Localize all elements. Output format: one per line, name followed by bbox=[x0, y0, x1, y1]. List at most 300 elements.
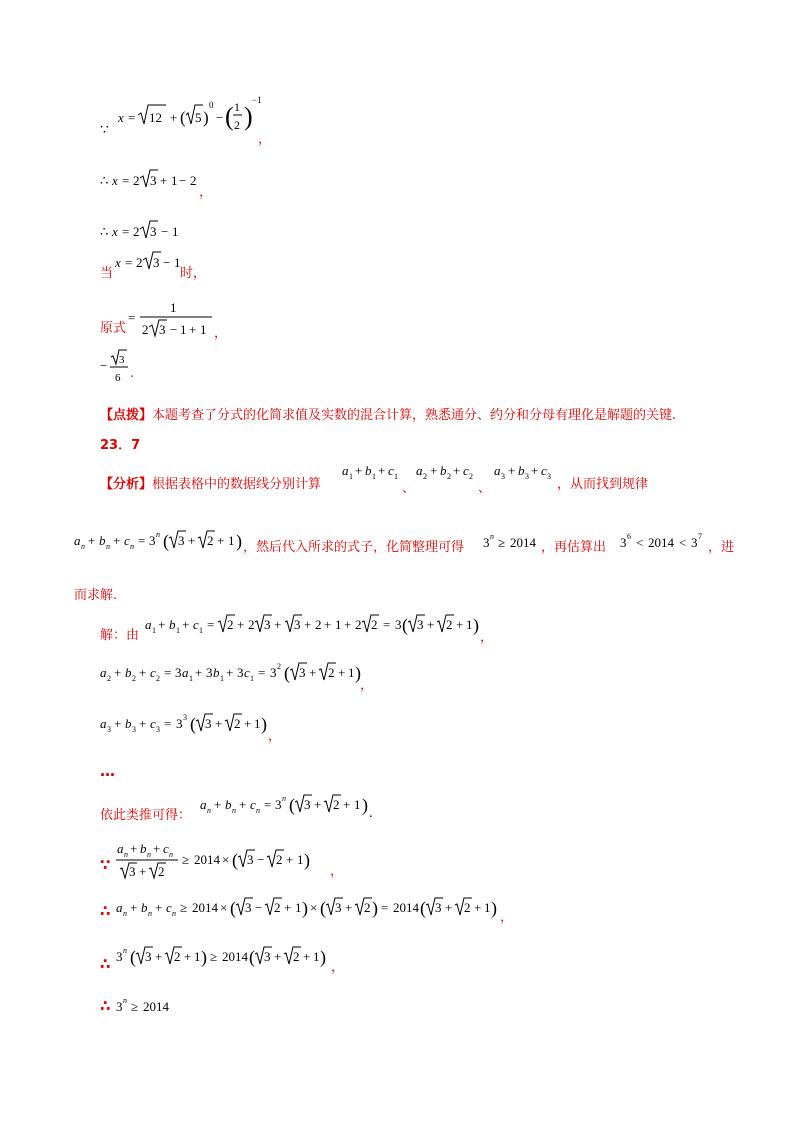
svg-text:1: 1 bbox=[220, 674, 224, 683]
svg-text:b: b bbox=[99, 533, 106, 548]
svg-text:(: ( bbox=[230, 898, 236, 918]
comma: ， bbox=[480, 630, 494, 645]
svg-text:n: n bbox=[123, 909, 127, 918]
svg-text:+: + bbox=[324, 617, 332, 632]
svg-text:1: 1 bbox=[394, 472, 398, 481]
fenxi-text-3: ，然后代入所求的式子，化简整理可得 bbox=[243, 540, 465, 555]
svg-text:=: = bbox=[164, 716, 172, 731]
svg-text:2: 2 bbox=[315, 617, 322, 632]
svg-text:+: + bbox=[88, 533, 96, 548]
svg-text:x: x bbox=[112, 173, 118, 188]
svg-text:c: c bbox=[463, 463, 469, 478]
svg-text:b: b bbox=[141, 900, 148, 915]
svg-text:+: + bbox=[130, 841, 138, 856]
svg-text:): ) bbox=[362, 795, 368, 815]
svg-text:+: + bbox=[531, 463, 539, 478]
svg-text:−: − bbox=[179, 173, 187, 188]
svg-text:): ) bbox=[355, 663, 361, 683]
svg-text:x: x bbox=[112, 224, 118, 239]
svg-text:+: + bbox=[427, 617, 435, 632]
svg-text:b: b bbox=[225, 797, 232, 812]
svg-text:3: 3 bbox=[116, 949, 123, 964]
svg-text:3: 3 bbox=[178, 533, 185, 548]
svg-text:): ) bbox=[372, 898, 378, 918]
svg-text:+: + bbox=[139, 864, 147, 879]
svg-text:+: + bbox=[237, 617, 245, 632]
dang-label: 当 bbox=[100, 266, 114, 281]
eq-sum2-expansion bbox=[100, 660, 365, 688]
svg-text:=: = bbox=[383, 617, 391, 632]
dun-sep: 、 bbox=[478, 481, 492, 496]
comma: ， bbox=[258, 132, 272, 147]
svg-text:3: 3 bbox=[205, 716, 212, 731]
svg-text:1: 1 bbox=[484, 900, 491, 915]
svg-text:2: 2 bbox=[447, 472, 451, 481]
svg-text:=: = bbox=[138, 533, 146, 548]
svg-text:+: + bbox=[274, 617, 282, 632]
svg-text:+: + bbox=[274, 949, 282, 964]
svg-text:2: 2 bbox=[333, 797, 340, 812]
svg-text:2: 2 bbox=[136, 255, 143, 270]
fenxi-text-4: ，再估算出 bbox=[541, 540, 607, 555]
svg-text:≥: ≥ bbox=[182, 852, 190, 867]
svg-text:3: 3 bbox=[483, 535, 490, 550]
svg-text:3: 3 bbox=[247, 852, 254, 867]
svg-text:3: 3 bbox=[501, 472, 505, 481]
svg-text:≥: ≥ bbox=[210, 949, 218, 964]
svg-text:∴: ∴ bbox=[100, 224, 109, 239]
svg-text:n: n bbox=[124, 850, 128, 859]
svg-text:b: b bbox=[440, 463, 447, 478]
comma: ， bbox=[330, 864, 344, 879]
svg-text:+: + bbox=[153, 841, 161, 856]
svg-text:n: n bbox=[256, 806, 260, 815]
eq-final-value bbox=[100, 348, 130, 388]
svg-text:n: n bbox=[123, 946, 127, 955]
fenxi-label: 【分析】 bbox=[100, 477, 153, 492]
comma: ， bbox=[268, 729, 282, 744]
svg-text:n: n bbox=[147, 850, 151, 859]
svg-text:12: 12 bbox=[149, 110, 162, 125]
svg-text:1: 1 bbox=[250, 674, 254, 683]
svg-text:2: 2 bbox=[158, 864, 165, 879]
svg-text:×: × bbox=[220, 900, 228, 915]
fenxi-text-1: 根据表格中的数据线分别计算 bbox=[152, 477, 322, 492]
svg-text:−: − bbox=[255, 900, 263, 915]
svg-text:b: b bbox=[140, 841, 147, 856]
svg-text:+: + bbox=[130, 900, 138, 915]
dun-sep: 、 bbox=[402, 481, 416, 496]
svg-text:+: + bbox=[114, 716, 122, 731]
svg-text:1: 1 bbox=[176, 626, 180, 635]
eq-x-substitute bbox=[115, 250, 185, 274]
svg-text:3: 3 bbox=[525, 472, 529, 481]
eq-sum-1 bbox=[342, 460, 404, 484]
svg-text:): ) bbox=[236, 531, 242, 551]
svg-text:3: 3 bbox=[435, 900, 442, 915]
svg-text:2: 2 bbox=[156, 674, 160, 683]
svg-text:2014: 2014 bbox=[648, 535, 674, 550]
svg-text:3: 3 bbox=[264, 949, 271, 964]
svg-text:∴: ∴ bbox=[100, 173, 109, 188]
eq-product-inequality bbox=[116, 895, 501, 923]
svg-text:c: c bbox=[124, 533, 130, 548]
svg-text:2: 2 bbox=[133, 173, 140, 188]
eq-sum-3 bbox=[494, 460, 558, 484]
svg-text:+: + bbox=[309, 665, 317, 680]
svg-text:c: c bbox=[244, 665, 250, 680]
svg-text:+: + bbox=[508, 463, 516, 478]
period: . bbox=[130, 366, 135, 381]
svg-text:1: 1 bbox=[194, 949, 201, 964]
svg-text:6: 6 bbox=[627, 532, 631, 541]
svg-text:2: 2 bbox=[293, 949, 300, 964]
svg-text:n: n bbox=[81, 542, 85, 551]
yici-label: 依此类推可得： bbox=[100, 808, 192, 823]
svg-text:−: − bbox=[257, 852, 265, 867]
svg-text:2: 2 bbox=[355, 617, 362, 632]
svg-text:2: 2 bbox=[423, 472, 427, 481]
svg-text:): ) bbox=[304, 850, 310, 870]
svg-text:+: + bbox=[195, 665, 203, 680]
svg-text:+: + bbox=[217, 533, 225, 548]
svg-text:2: 2 bbox=[174, 949, 181, 964]
therefore-symbol: ∴ bbox=[100, 997, 111, 1015]
svg-text:1: 1 bbox=[228, 533, 235, 548]
svg-text:2014: 2014 bbox=[510, 535, 536, 550]
svg-text:2: 2 bbox=[248, 617, 255, 632]
eq-x-definition bbox=[100, 92, 270, 142]
svg-text:): ) bbox=[201, 947, 207, 967]
dianbo-body: 本题考查了分式的化简求值及实数的混合计算，熟悉通分、约分和分母有理化是解题的关键. bbox=[152, 408, 677, 423]
svg-text:2: 2 bbox=[469, 472, 473, 481]
svg-text:=: = bbox=[128, 310, 136, 325]
svg-text:1: 1 bbox=[234, 100, 240, 114]
svg-text:+: + bbox=[304, 617, 312, 632]
svg-text:2: 2 bbox=[277, 662, 281, 671]
svg-text:3: 3 bbox=[129, 864, 136, 879]
svg-text:+: + bbox=[344, 617, 352, 632]
svg-text:+: + bbox=[170, 110, 178, 125]
svg-text:=: = bbox=[258, 665, 266, 680]
eq-sum3-expansion bbox=[100, 711, 275, 739]
svg-text:+: + bbox=[314, 797, 322, 812]
svg-text:c: c bbox=[150, 665, 156, 680]
svg-text:3: 3 bbox=[107, 725, 111, 734]
svg-text:=: = bbox=[164, 665, 172, 680]
svg-text:(: ( bbox=[420, 898, 426, 918]
svg-text:3: 3 bbox=[275, 797, 282, 812]
svg-text:−: − bbox=[161, 224, 169, 239]
svg-text:+: + bbox=[226, 665, 234, 680]
svg-text:≥: ≥ bbox=[131, 999, 139, 1014]
svg-text:1: 1 bbox=[180, 322, 187, 337]
fenxi-text-6: 而求解. bbox=[74, 588, 118, 603]
svg-text:+: + bbox=[184, 949, 192, 964]
svg-text:≥: ≥ bbox=[180, 900, 188, 915]
jie-label: 解：由 bbox=[100, 628, 140, 643]
svg-text:+: + bbox=[338, 665, 346, 680]
svg-text:+: + bbox=[456, 617, 464, 632]
svg-text:b: b bbox=[125, 665, 132, 680]
svg-text:a: a bbox=[74, 533, 81, 548]
svg-text:2014: 2014 bbox=[143, 999, 169, 1014]
svg-text:3: 3 bbox=[206, 665, 213, 680]
svg-text:2: 2 bbox=[133, 224, 140, 239]
svg-text:3: 3 bbox=[119, 354, 125, 366]
comma: ， bbox=[199, 185, 213, 200]
svg-text:+: + bbox=[474, 900, 482, 915]
svg-text:=: = bbox=[122, 173, 130, 188]
svg-text:1: 1 bbox=[254, 716, 261, 731]
svg-text:2: 2 bbox=[328, 665, 335, 680]
svg-text:c: c bbox=[166, 900, 172, 915]
eq-original-expression bbox=[128, 298, 218, 340]
svg-text:+: + bbox=[378, 463, 386, 478]
svg-text:3: 3 bbox=[153, 255, 160, 270]
svg-text:a: a bbox=[182, 665, 189, 680]
svg-text:=: = bbox=[381, 900, 389, 915]
svg-text:): ) bbox=[473, 615, 479, 635]
svg-text:3: 3 bbox=[150, 173, 157, 188]
svg-text:a: a bbox=[145, 617, 152, 632]
comma: ， bbox=[500, 910, 514, 925]
svg-text:−: − bbox=[170, 322, 178, 337]
svg-text:): ) bbox=[491, 898, 497, 918]
svg-text:2: 2 bbox=[234, 716, 241, 731]
svg-text:x: x bbox=[115, 255, 121, 270]
svg-text:2: 2 bbox=[190, 173, 197, 188]
fenxi-line1 bbox=[100, 473, 321, 492]
yuanshi-label: 原式 bbox=[100, 321, 127, 336]
svg-text:+: + bbox=[345, 900, 353, 915]
svg-text:2014: 2014 bbox=[222, 949, 248, 964]
svg-text:3: 3 bbox=[245, 900, 252, 915]
svg-text:n: n bbox=[106, 542, 110, 551]
svg-text:−: − bbox=[100, 358, 108, 373]
svg-text:6: 6 bbox=[115, 372, 121, 384]
svg-text:a: a bbox=[100, 716, 107, 731]
svg-text:n: n bbox=[156, 530, 160, 539]
svg-text:+: + bbox=[445, 900, 453, 915]
svg-text:2014: 2014 bbox=[194, 852, 220, 867]
svg-text:n: n bbox=[123, 996, 127, 1005]
svg-text:): ) bbox=[302, 898, 308, 918]
svg-text:+: + bbox=[355, 463, 363, 478]
svg-text:1: 1 bbox=[313, 949, 320, 964]
svg-text:(: ( bbox=[232, 850, 238, 870]
svg-text:1: 1 bbox=[297, 852, 304, 867]
svg-text:a: a bbox=[200, 797, 207, 812]
svg-text:a: a bbox=[117, 841, 124, 856]
svg-text:3: 3 bbox=[264, 617, 271, 632]
svg-text:2014: 2014 bbox=[192, 900, 218, 915]
svg-text:2: 2 bbox=[276, 852, 283, 867]
svg-text:b: b bbox=[125, 716, 132, 731]
svg-text:a: a bbox=[100, 665, 107, 680]
dianbo-note bbox=[100, 404, 676, 423]
svg-text:3: 3 bbox=[299, 665, 306, 680]
svg-text:1: 1 bbox=[171, 173, 178, 188]
svg-text:×: × bbox=[222, 852, 230, 867]
svg-text:−1: −1 bbox=[252, 95, 262, 105]
svg-text:a: a bbox=[342, 463, 349, 478]
svg-text:3: 3 bbox=[237, 665, 244, 680]
svg-text:(: ( bbox=[284, 663, 290, 683]
svg-text:3: 3 bbox=[116, 999, 123, 1014]
svg-text:1: 1 bbox=[335, 617, 342, 632]
question-number: 23．7 bbox=[100, 438, 141, 453]
svg-text:+: + bbox=[113, 533, 121, 548]
svg-text:c: c bbox=[541, 463, 547, 478]
svg-text:2: 2 bbox=[274, 900, 281, 915]
svg-text:x: x bbox=[118, 110, 124, 125]
svg-text:3: 3 bbox=[395, 617, 402, 632]
svg-text:=: = bbox=[128, 110, 136, 125]
ellipsis: … bbox=[100, 762, 115, 780]
eq-x-result bbox=[100, 219, 190, 243]
comma: ， bbox=[360, 678, 374, 693]
svg-text:b: b bbox=[518, 463, 525, 478]
eq-x-step bbox=[100, 168, 210, 192]
svg-text:3: 3 bbox=[175, 665, 182, 680]
svg-text:<: < bbox=[679, 535, 687, 550]
svg-text:b: b bbox=[169, 617, 176, 632]
svg-text:3: 3 bbox=[156, 725, 160, 734]
svg-text:3: 3 bbox=[150, 224, 157, 239]
svg-text:1: 1 bbox=[189, 674, 193, 683]
eq-general-term bbox=[74, 528, 246, 556]
svg-text:3: 3 bbox=[149, 533, 156, 548]
svg-text:n: n bbox=[207, 806, 211, 815]
svg-text:3: 3 bbox=[183, 713, 187, 722]
svg-text:2: 2 bbox=[207, 533, 214, 548]
svg-text:n: n bbox=[232, 806, 236, 815]
svg-text:0: 0 bbox=[209, 100, 214, 110]
svg-text:+: + bbox=[160, 173, 168, 188]
svg-text:+: + bbox=[284, 900, 292, 915]
svg-text:1: 1 bbox=[172, 224, 179, 239]
svg-text:+: + bbox=[155, 900, 163, 915]
eq-estimate bbox=[620, 531, 710, 555]
svg-text:3: 3 bbox=[145, 949, 152, 964]
svg-text:2: 2 bbox=[227, 617, 234, 632]
svg-text:a: a bbox=[494, 463, 501, 478]
svg-text:=: = bbox=[264, 797, 272, 812]
svg-text:+: + bbox=[189, 322, 197, 337]
svg-text:3: 3 bbox=[159, 322, 166, 337]
svg-text:(: ( bbox=[249, 947, 255, 967]
svg-text:+: + bbox=[215, 716, 223, 731]
svg-text:1: 1 bbox=[199, 626, 203, 635]
svg-text:2: 2 bbox=[464, 900, 471, 915]
svg-text:2: 2 bbox=[446, 617, 453, 632]
svg-text:×: × bbox=[310, 900, 318, 915]
svg-text:): ) bbox=[261, 714, 267, 734]
fenxi-text-5: ，进 bbox=[708, 540, 735, 555]
dianbo-label: 【点拨】 bbox=[100, 408, 153, 423]
svg-text:−: − bbox=[163, 255, 171, 270]
svg-text:(: ( bbox=[289, 795, 295, 815]
svg-text:n: n bbox=[490, 532, 494, 541]
svg-text:3: 3 bbox=[270, 665, 277, 680]
svg-text:∵: ∵ bbox=[100, 123, 109, 138]
svg-text:+: + bbox=[286, 852, 294, 867]
svg-text:): ) bbox=[244, 102, 253, 131]
svg-text:+: + bbox=[430, 463, 438, 478]
svg-text:1: 1 bbox=[152, 626, 156, 635]
svg-text:(: ( bbox=[320, 898, 326, 918]
svg-text:+: + bbox=[114, 665, 122, 680]
svg-text:3: 3 bbox=[335, 900, 342, 915]
shi-label: 时， bbox=[180, 266, 207, 281]
svg-text:b: b bbox=[365, 463, 372, 478]
svg-text:+: + bbox=[139, 665, 147, 680]
period: . bbox=[369, 806, 373, 821]
svg-text:(: ( bbox=[190, 714, 196, 734]
svg-text:b: b bbox=[213, 665, 220, 680]
because-symbol: ∵ bbox=[100, 856, 111, 874]
comma: ， bbox=[214, 326, 228, 341]
svg-text:n: n bbox=[148, 909, 152, 918]
svg-text:3: 3 bbox=[417, 617, 424, 632]
svg-text:+: + bbox=[239, 797, 247, 812]
therefore-symbol: ∴ bbox=[100, 902, 111, 920]
svg-text:+: + bbox=[188, 533, 196, 548]
svg-text:2014: 2014 bbox=[393, 900, 419, 915]
svg-text:3: 3 bbox=[547, 472, 551, 481]
svg-text:=: = bbox=[125, 255, 133, 270]
svg-text:(: ( bbox=[402, 615, 408, 635]
svg-text:1: 1 bbox=[349, 472, 353, 481]
svg-text:c: c bbox=[250, 797, 256, 812]
svg-text:+: + bbox=[155, 949, 163, 964]
svg-text:+: + bbox=[303, 949, 311, 964]
svg-text:n: n bbox=[282, 794, 286, 803]
eq-compare-inequality bbox=[116, 944, 336, 972]
svg-text:+: + bbox=[343, 797, 351, 812]
svg-text:=: = bbox=[207, 617, 215, 632]
svg-text:a: a bbox=[416, 463, 423, 478]
svg-text:+: + bbox=[244, 716, 252, 731]
svg-text:): ) bbox=[320, 947, 326, 967]
svg-text:7: 7 bbox=[698, 532, 702, 541]
svg-text:5: 5 bbox=[195, 110, 202, 125]
svg-text:2: 2 bbox=[371, 617, 378, 632]
svg-text:<: < bbox=[636, 535, 644, 550]
svg-text:2: 2 bbox=[142, 322, 149, 337]
therefore-symbol: ∴ bbox=[100, 955, 111, 973]
svg-text:n: n bbox=[172, 909, 176, 918]
svg-text:): ) bbox=[203, 108, 209, 127]
svg-text:3: 3 bbox=[304, 797, 311, 812]
svg-text:1: 1 bbox=[200, 322, 207, 337]
svg-text:n: n bbox=[130, 542, 134, 551]
svg-text:3: 3 bbox=[132, 725, 136, 734]
svg-text:3: 3 bbox=[691, 535, 698, 550]
svg-text:(: ( bbox=[225, 102, 234, 131]
eq-sum1-expansion bbox=[145, 612, 480, 640]
svg-text:2: 2 bbox=[234, 118, 240, 132]
eq-sum-2 bbox=[416, 460, 480, 484]
svg-text:2: 2 bbox=[132, 674, 136, 683]
svg-text:c: c bbox=[163, 841, 169, 856]
svg-text:n: n bbox=[169, 850, 173, 859]
svg-text:1: 1 bbox=[174, 255, 181, 270]
svg-text:=: = bbox=[122, 224, 130, 239]
svg-text:≥: ≥ bbox=[498, 535, 506, 550]
svg-text:c: c bbox=[193, 617, 199, 632]
